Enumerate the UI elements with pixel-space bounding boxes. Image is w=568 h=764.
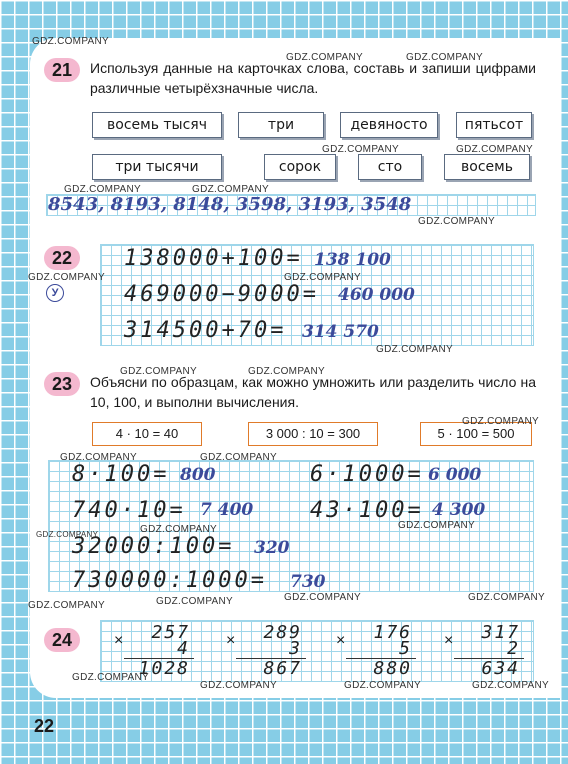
task-21-text: Используя данные на карточках слова, составь и запиши цифрами различные четырёхзначные числа. — [90, 60, 536, 96]
multiplier: 5 — [399, 638, 412, 659]
watermark: GDZ.COMPANY — [462, 416, 540, 427]
column-mult-2 — [222, 622, 308, 678]
answer-22-3: 314 570 — [302, 322, 379, 342]
multiplier: 3 — [289, 638, 302, 659]
answer-22-2: 460 000 — [338, 285, 415, 305]
card-1: восемь тысяч — [92, 112, 222, 138]
multiplier: 4 — [177, 638, 190, 659]
times-sign: × — [336, 632, 346, 649]
card-4: пятьсот — [456, 112, 532, 138]
task-22-number: 22 — [44, 246, 80, 270]
product: 634 — [481, 658, 520, 679]
page-number: 22 — [34, 716, 55, 736]
expr-23-1: 8·100= — [72, 462, 170, 487]
watermark: GDZ.COMPANY — [456, 144, 534, 155]
watermark: GDZ.COMPANY — [156, 596, 234, 607]
task-24-number: 24 — [44, 628, 80, 652]
watermark: GDZ.COMPANY — [472, 680, 550, 691]
card-7: сто — [358, 154, 422, 180]
multiplicand: 176 — [373, 622, 412, 643]
times-sign: × — [226, 632, 236, 649]
watermark: GDZ.COMPANY — [284, 592, 362, 603]
multiplicand: 317 — [481, 622, 520, 643]
expr-23-4: 43·100= — [310, 498, 424, 523]
task-21-answer: 8543, 8193, 8148, 3598, 3193, 3548 — [48, 194, 412, 215]
example-2: 3 000 : 10 = 300 — [248, 422, 378, 446]
watermark: GDZ.COMPANY — [192, 184, 270, 195]
multiplicand: 257 — [151, 622, 190, 643]
column-mult-4 — [440, 622, 526, 678]
level-mark: У — [46, 284, 64, 302]
multiplier: 2 — [507, 638, 520, 659]
answer-23-1: 800 — [180, 465, 216, 485]
watermark: GDZ.COMPANY — [248, 366, 326, 377]
expr-23-2: 6·1000= — [310, 462, 424, 487]
watermark: GDZ.COMPANY — [28, 600, 106, 611]
expr-22-1: 138000+100= — [124, 246, 303, 271]
watermark: GDZ.COMPANY — [28, 272, 106, 283]
card-5: три тысячи — [92, 154, 222, 180]
task-23-text: Объясни по образцам, как можно умножить или разделить число на 10, 100, и выполни вычисления. — [90, 374, 536, 410]
product: 867 — [263, 658, 302, 679]
watermark: GDZ.COMPANY — [376, 344, 454, 355]
task-21-number: 21 — [44, 58, 80, 82]
watermark: GDZ.COMPANY — [200, 452, 278, 463]
card-8: восемь — [444, 154, 530, 180]
column-mult-3 — [332, 622, 418, 678]
answer-23-3: 7 400 — [200, 500, 254, 520]
watermark: GDZ.COMPANY — [418, 216, 496, 227]
expr-23-5: 32000:100= — [72, 534, 235, 559]
expr-23-3: 740·10= — [72, 498, 186, 523]
watermark: GDZ.COMPANY — [398, 520, 476, 531]
card-6: сорок — [264, 154, 336, 180]
watermark: GDZ.COMPANY — [36, 530, 99, 539]
watermark: GDZ.COMPANY — [64, 184, 142, 195]
expr-22-3: 314500+70= — [124, 318, 287, 343]
example-1: 4 · 10 = 40 — [92, 422, 202, 446]
product: 880 — [373, 658, 412, 679]
card-3: девяносто — [340, 112, 438, 138]
answer-23-6: 730 — [290, 572, 326, 592]
watermark: GDZ.COMPANY — [406, 52, 484, 63]
watermark: GDZ.COMPANY — [72, 672, 150, 683]
times-sign: × — [444, 632, 454, 649]
watermark: GDZ.COMPANY — [344, 680, 422, 691]
card-2: три — [238, 112, 324, 138]
column-mult-1 — [110, 622, 196, 678]
watermark: GDZ.COMPANY — [468, 592, 546, 603]
multiplicand: 289 — [263, 622, 302, 643]
answer-23-5: 320 — [254, 538, 290, 558]
watermark: GDZ.COMPANY — [32, 36, 110, 47]
expr-23-6: 730000:1000= — [72, 568, 267, 593]
times-sign: × — [114, 632, 124, 649]
answer-23-2: 6 000 — [428, 465, 482, 485]
watermark: GDZ.COMPANY — [200, 680, 278, 691]
example-3: 5 · 100 = 500 — [420, 422, 532, 446]
watermark: GDZ.COMPANY — [140, 524, 218, 535]
watermark: GDZ.COMPANY — [286, 52, 364, 63]
answer-22-1: 138 100 — [314, 250, 391, 270]
watermark: GDZ.COMPANY — [60, 452, 138, 463]
task-23-number: 23 — [44, 372, 80, 396]
watermark: GDZ.COMPANY — [120, 366, 198, 377]
watermark: GDZ.COMPANY — [322, 144, 400, 155]
watermark: GDZ.COMPANY — [284, 272, 362, 283]
expr-22-2: 469000−9000= — [124, 282, 319, 307]
answer-23-4: 4 300 — [432, 500, 486, 520]
product: 1028 — [138, 658, 190, 679]
